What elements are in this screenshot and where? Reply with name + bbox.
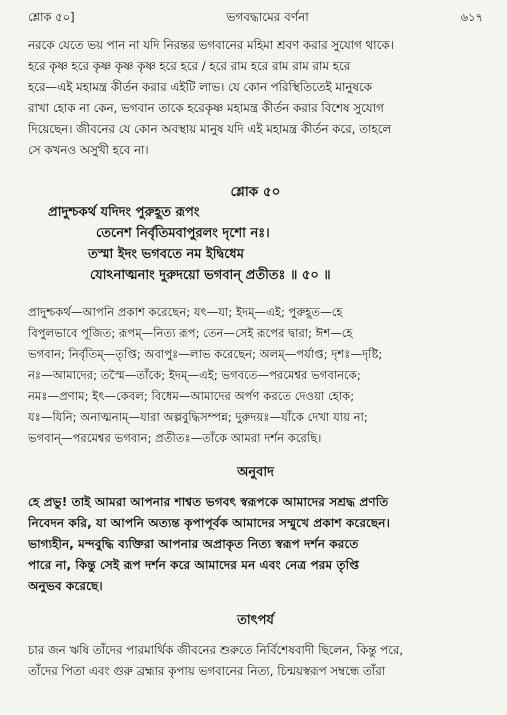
header-verse-ref: শ্লোক ৫০] [28, 10, 75, 24]
purport-paragraph [28, 640, 483, 682]
synonym-line: নমঃ—প্রণাম; ইৎ—কেবল; বিধেম—আমাদের অর্পণ করতে দেওয়া হোক; [28, 389, 355, 403]
verse-title: শ্লোক ৫০ [230, 184, 281, 200]
word-for-word-synonyms [28, 302, 483, 449]
translation-paragraph [28, 492, 483, 597]
translation-line: নিবেদন করি, যা আপনি অত্যন্ত কৃপাপূর্বক আমাদের সম্মুখে প্রকাশ করেছেন। [28, 516, 390, 530]
purport-heading: তাৎপর্য [237, 613, 274, 628]
intro-line: নরকে যেতে ভয় পান না যদি নিরন্তর ভগবানের মহিমা শ্রবণ করার সুযোগ থাকে। [28, 38, 394, 52]
verse-line: তস্মা ইদং ভগবতে নম ইদ্বিধেম [88, 247, 244, 262]
header-chapter-title: ভগবদ্ধামের বর্ণনা [226, 10, 309, 24]
purport-line: তাঁদের পিতা এবং গুরু ব্রহ্মার কৃপায় ভগবানের নিত্য, চিন্ময়স্বরূপ সম্বন্ধে তাঁরা [28, 664, 386, 678]
verse-line: যোঽনাত্মনাং দুরুদয়ো ভগবান্ প্রতীতঃ ॥ ৫০ ॥ [90, 268, 331, 283]
synonym-line: বিপুলভাবে পূজিত; রূপম্—নিত্য রূপ; তেন—সেই রূপের দ্বারা; ঈশ—হে [28, 326, 353, 340]
intro-line: দিয়েছেন। জীবনের যে কোন অবস্থায় মানুষ যদি এই মহামন্ত্র কীর্তন করে, তাহলে [28, 122, 392, 136]
translation-line: অনুভব করেছে। [28, 579, 103, 593]
sanskrit-verse [28, 202, 483, 286]
running-header [28, 0, 483, 35]
intro-paragraph [28, 35, 483, 161]
synonym-line: ভগবান্—পরমেশ্বর ভগবান; প্রতীতঃ—তাঁকে আমরা দর্শন করেছি। [28, 431, 322, 445]
intro-line: রাখা হোক না কেন, ভগবান তাকে হরেকৃষ্ণ মহামন্ত্র কীর্তন করার বিশেষ সুযোগ [28, 101, 384, 115]
synonym-line: প্রাদুশ্চকর্থ—আপনি প্রকাশ করেছেন; যৎ—যা; ইদম্—এই; পুরুহূত—হে [28, 305, 343, 319]
synonym-line: নঃ—আমাদের; তস্মৈ—তাঁকে; ইদম্—এই; ভগবতে—পরমেশ্বর ভগবানকে; [28, 368, 361, 382]
synonym-line: ভগবান; নির্বৃতিম্—তৃপ্তি; অবাপুঃ—লাভ করেছেন; অলম্—পর্যাপ্ত; দৃশঃ—দৃষ্টি; [28, 347, 383, 361]
verse-line: প্রাদুশ্চকর্থ যদিদং পুরুহূত রূপং [48, 205, 200, 220]
purport-line: চার জন ঋষি তাঁদের পারমার্থিক জীবনের শুরুতে নির্বিশেষবাদী ছিলেন, কিন্তু পরে, [28, 643, 404, 657]
page-number: ৬১৭ [460, 10, 483, 24]
intro-line: সে কখনও অসুখী হবে না। [28, 143, 149, 157]
intro-line: হরে—এই মহামন্ত্র কীর্তন করার এইটি লাভ। যে কোন পরিস্থিতিতেই মানুষকে [28, 80, 372, 94]
translation-line: পারে না, কিন্তু সেই রূপ দর্শন করে আমাদের মন এবং নেত্র পরম তৃপ্তি [28, 558, 360, 572]
translation-line: হে প্রভু! তাই আমরা আপনার শাশ্বত ভগবৎ স্বরূপকে আমাদের সশ্রদ্ধ প্রণতি [28, 495, 389, 509]
translation-heading: অনুবাদ [237, 465, 274, 480]
intro-line: হরে কৃষ্ণ হরে কৃষ্ণ কৃষ্ণ কৃষ্ণ হরে হরে / হরে রাম হরে রাম রাম রাম হরে [28, 59, 351, 73]
synonym-line: যঃ—যিনি; অনাত্মনাম্—যারা অল্পবুদ্ধিসম্পন্ন; দুরুদয়ঃ—যাঁকে দেখা যায় না; [28, 410, 368, 424]
translation-line: ভাগ্যহীন, মন্দবুদ্ধি ব্যক্তিরা আপনার অপ্রাকৃত নিত্য স্বরূপ দর্শন করতে [28, 537, 359, 551]
verse-line: তেনেশ নির্বৃতিমবাপুরলং দৃশো নঃ। [96, 226, 270, 241]
